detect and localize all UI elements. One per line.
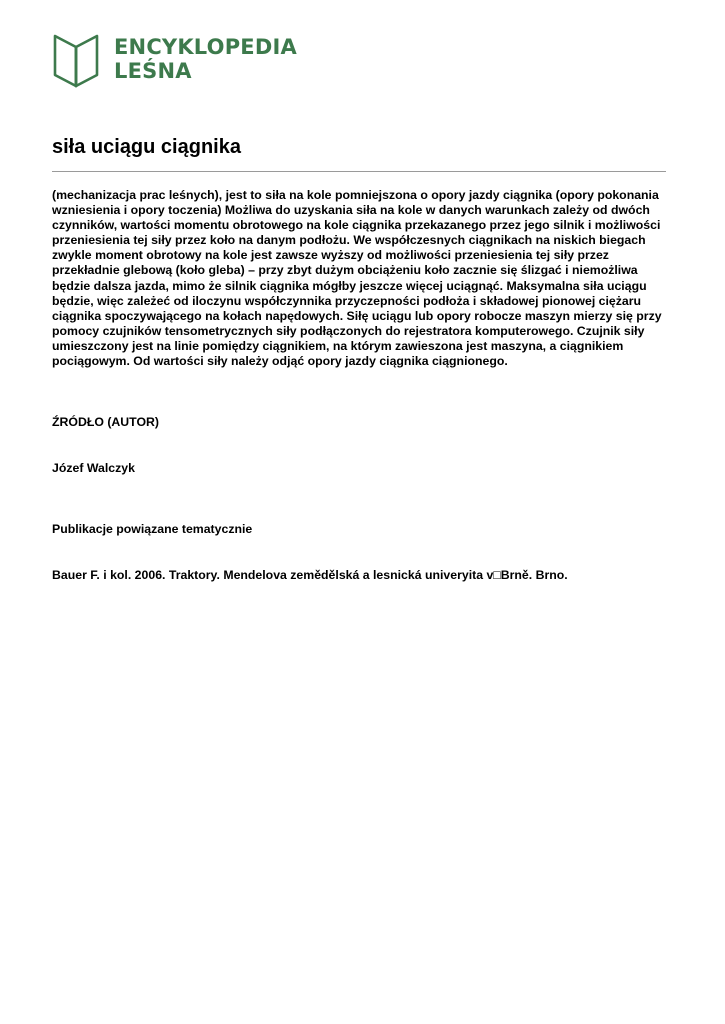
site-logo[interactable] [114,35,297,83]
open-book-icon [52,33,100,89]
title-divider [52,171,666,172]
related-heading: Publikacje powiązane tematycznie [52,522,253,536]
source-heading: ŹRÓDŁO (AUTOR) [52,415,160,429]
entry-title: siła uciągu ciągnika [52,136,241,158]
related-item: Bauer F. i kol. 2006. Traktory. Mendelova zemědělská a lesnická univeryita v□Brně. Brno. [52,568,568,582]
site-header [52,33,297,89]
entry-body: (mechanizacja prac leśnych), jest to siła na kole pomniejszona o opory jazdy ciągnika (opory pokonania wzniesienia i opory toczenia) Możliwa do uzyskania siła na kole w danych warunkach zależy od dwóch czynników, wartości momentu obrotowego na kole ciągnika przekazanego przez jego silnik i możliwości przeniesienia tej siły przez koło na danym podłożu. We współczesnych ciągnikach na niskich biegach zwykle moment obrotowy na kole jest zawsze wyższy od możliwości przeniesienia tej siły przez przekładnie glebową (koło gleba) – przy zbyt dużym obciążeniu koło zacznie się ślizgać i niemożliwa będzie dalsza jazda, mimo że silnik ciągnika mógłby jeszcze więcej uciągnąć. Maksymalna siła uciągu będzie, więc zależeć od iloczynu współczynnika przyczepności podłoża i składowej pionowej ciężaru ciągnika spoczywającego na kołach napędowych. Siłę uciągu lub opory robocze maszyn mierzy się przy pomocy czujników tensometrycznych siły podłączonych do rejestratora komputerowego. Czujnik siły umieszczony jest na linie pomiędzy ciągnikiem, na którym zawieszona jest maszyna, a ciągnikiem pociągowym. Od wartości siły należy odjąć opory jazdy ciągnika ciągnionego. [52,188,662,369]
logo-line-2: LEŚNA [114,59,192,83]
source-author: Józef Walczyk [52,461,135,475]
logo-line-1: ENCYKLOPEDIA [114,35,297,59]
